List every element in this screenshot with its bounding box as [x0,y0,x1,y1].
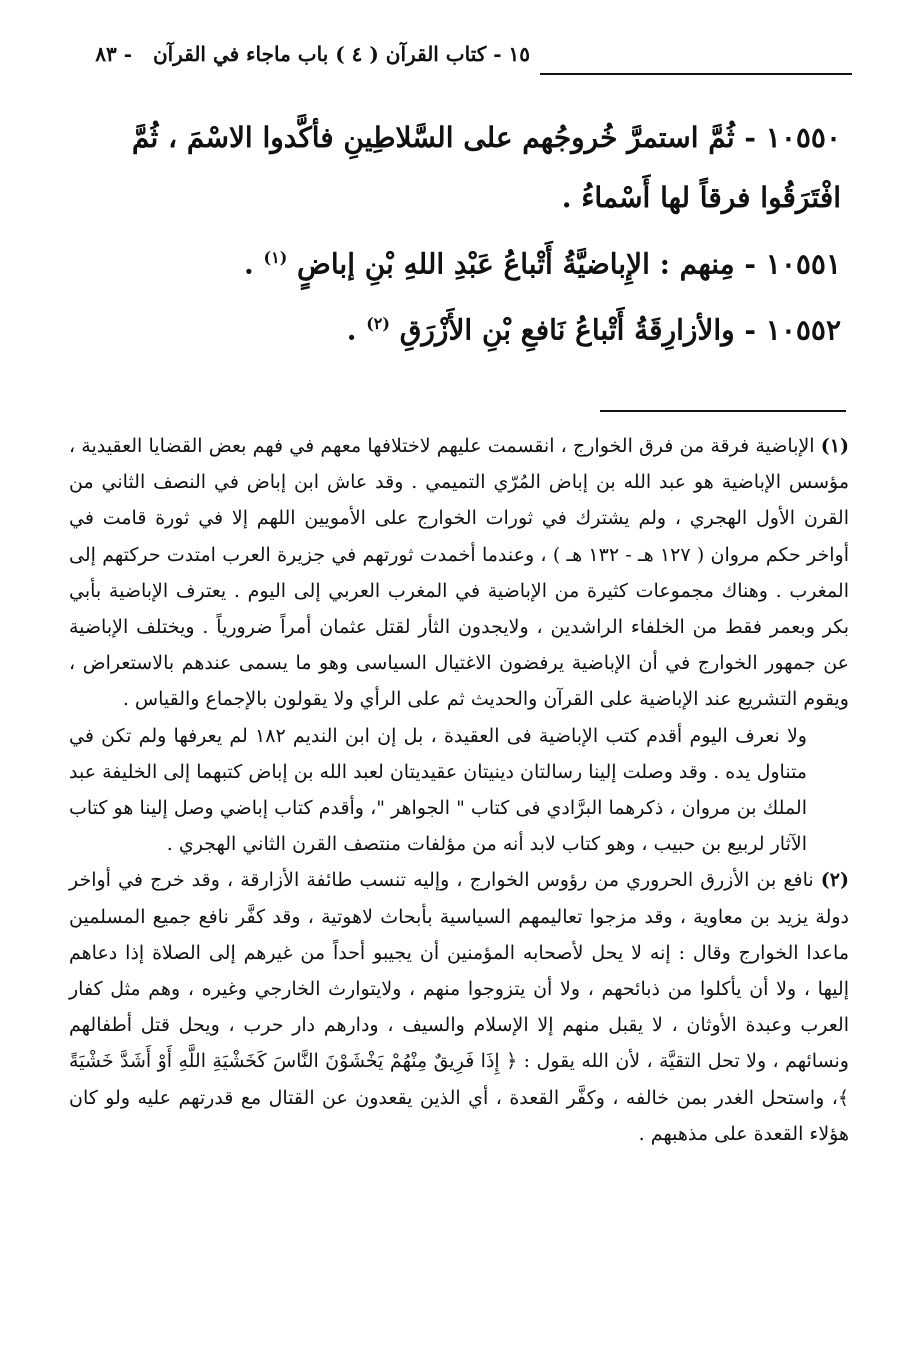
main-text [81,108,841,361]
paragraph-text: والأزارِقَةُ أَتْباعُ نَافعِ بْنِ الأَزْرَقِ [399,313,735,347]
header-rule [540,73,852,75]
footnote-text: ولا نعرف اليوم أقدم كتب الإباضية فى العقيدة ، بل إن ابن النديم ١٨٢ لم يعرفها ولم تكن في متناول يده . وقد وصلت إلينا رسالتان دينيتان عقيديتان لعبد الله بن إباض كتبهما إلى الخليفة عبد الملك بن مروان ، ذكرهما البرَّادي فى كتاب " الجواهر "، وأقدم كتاب إباضي وصل إلينا هو كتاب الآثار لربيع بن حبيب ، وهو كتاب لابد أنه من مؤلفات منتصف القرن الثاني الهجري . [69,724,807,856]
paragraph-number: ١٠٥٥١ - [744,247,841,281]
footnote-2-para-1 [69,862,849,1152]
footnote-1 [69,428,849,862]
paragraph-end: . [346,313,367,347]
footnote-number: (٢) [820,869,849,892]
footnote-rule [600,410,846,412]
running-header [60,42,530,66]
paragraph-number: ١٠٥٥٢ - [744,313,841,347]
footnote-ref-2[interactable]: (٢) [366,314,390,334]
footnote-1-para-1 [69,428,849,718]
page-number: - ٨٣ [95,42,133,66]
paragraph-text: مِنهم : الإِباضيَّةُ أَتْباعُ عَبْدِ اللهِ بْنِ إباضٍ [297,247,735,281]
footnote-1-para-2 [69,718,849,863]
footnote-text: الإباضية فرقة من فرق الخوارج ، انقسمت عليهم لاختلافها معهم في فهم بعض القضايا العقيدية ، مؤسس الإباضية هو عبد الله بن إباض المُرّي التميمي . وقد عاش ابن إباض في النصف الثاني من القرن الأول الهجري ، ولم يشترك في ثورات الخوارج على الأمويين اللهم إلا في ثورة قامت في أواخر حكم مروان ( ١٢٧ هـ - ١٣٢ هـ ) ، وعندما أخمدت ثورتهم في جزيرة العرب امتدت حركتهم إلى المغرب . وهناك مجموعات كثيرة من الإباضية في المغرب العربي إلى اليوم . يعترف الإباضية بأبي بكر وبعمر فقط من الخلفاء الراشدين ، ولايجدون الثأر لقتل عثمان أمراً ضرورياً . ويختلف الإباضية عن جمهور الخوارج في أن الإباضية يرفضون الاغتيال السياسى وهو ما يسمى عندهم بالاستعراض ، ويقوم التشريع عند الإباضية على القرآن والحديث ثم على الرأي ولا يقولون بالإجماع والقياس . [69,435,850,711]
footnote-2 [69,862,849,1152]
footnotes [69,428,849,1152]
header-title: ١٥ - كتاب القرآن ( ٤ ) باب ماجاء في القرآن [152,42,530,66]
main-paragraph-10552 [81,294,841,360]
footnote-number: (١) [820,435,849,457]
paragraph-number: ١٠٥٥٠ - [744,121,841,154]
footnote-ref-1[interactable]: (١) [263,248,288,267]
main-paragraph-10550 [81,108,841,228]
footnote-text: نافع بن الأزرق الحروري من رؤوس الخوارج ، وإليه تنسب طائفة الأزارقة ، وقد خرج في أواخر دولة يزيد بن معاوية ، وقد مزجوا تعاليمهم السياسية بأبحاث لاهوتية ، وقد كفَّر نافع جميع المسلمين ماعدا الخوارج وقال : إنه لا يحل لأصحابه المؤمنين أن يجيبو أحداً من غيرهم إلى الصلاة إذا دعاهم إليها ، ولا أن يأكلوا من ذبائحهم ، ولا أن يتزوجوا منهم ، ولايتوارث الخارجي وغيره ، وهم مثل كفار العرب وعبدة الأوثان ، لا يقبل منهم إلا الإسلام والسيف ، ودارهم دار حرب ، ويحل قتل أطفالهم ونسائهم ، ولا تحل التقيَّة ، لأن الله يقول : ﴿ إِذَا فَرِيقٌ مِنْهُمْ يَخْشَوْنَ النَّاسَ كَخَشْيَةِ اللَّهِ أَوْ أَشَدَّ خَشْيَةً ﴾، واستحل الغدر بمن خالفه ، وكفَّر القعدة ، أي الذين يقعدون عن القتال مع قدرتهم عليه ولو كان هؤلاء القعدة على مذهبهم . [69,869,849,1145]
main-paragraph-10551 [81,228,841,294]
paragraph-end: . [244,247,264,281]
paragraph-text: ثُمَّ استمرَّ خُروجُهم على السَّلاطِينِ فأكَّدوا الاسْمَ ، ثُمَّ افْتَرَقُوا فرقاً لها أَسْماءُ . [131,121,841,214]
